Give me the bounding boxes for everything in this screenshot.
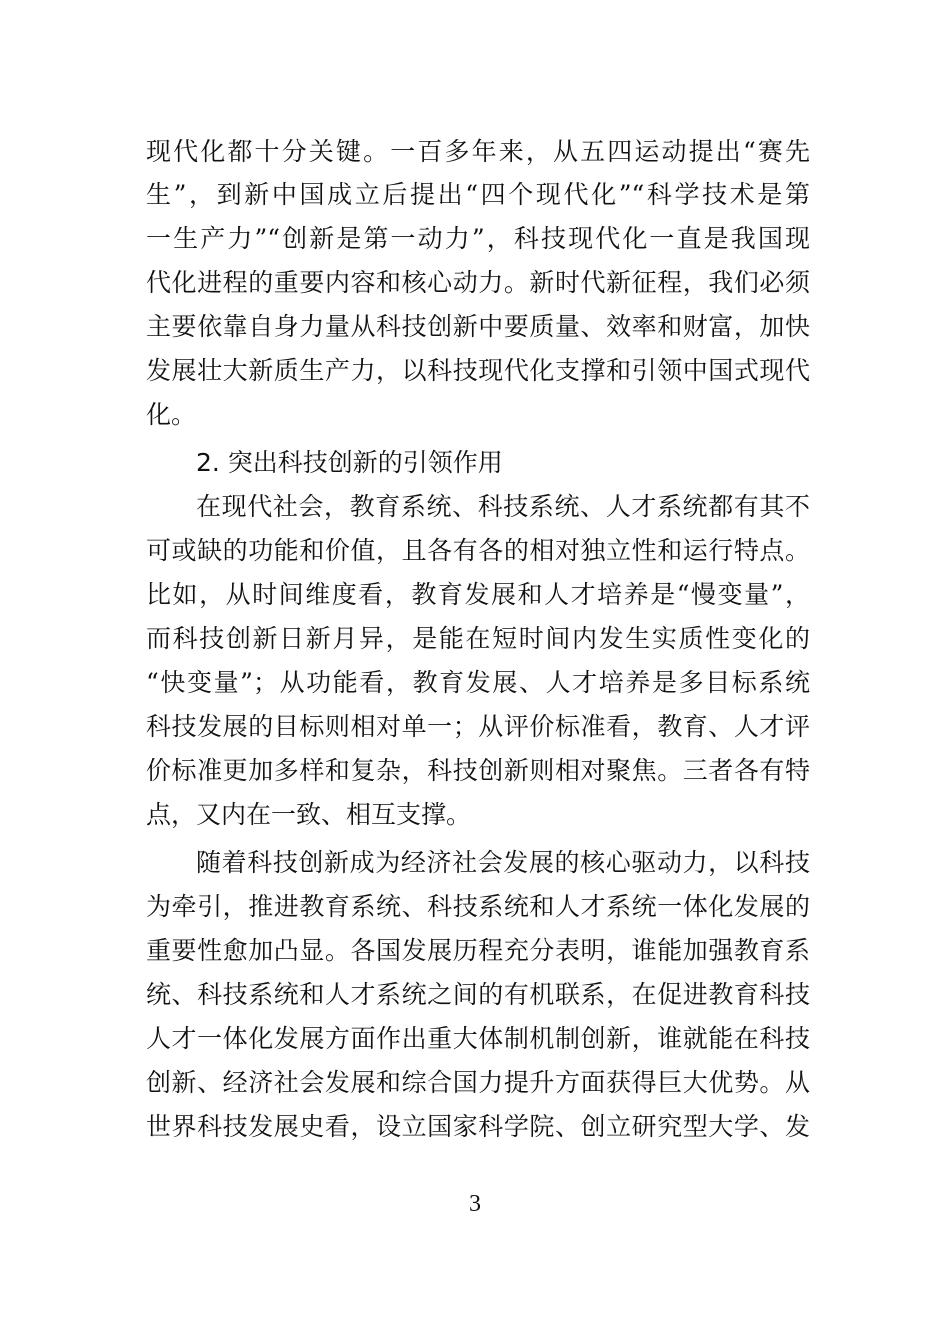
- paragraph-1-line-5: 主要依靠自身力量从科技创新中要质量、效率和财富，加快: [146, 312, 810, 341]
- paragraph-1-line-3: 一生产力”“创新是第一动力”，科技现代化一直是我国现: [146, 224, 810, 253]
- paragraph-3-line-3: 重要性愈加凸显。各国发展历程充分表明，谁能加强教育系: [146, 936, 810, 965]
- page-number: 3: [469, 1191, 481, 1217]
- section-heading: 2. 突出科技创新的引领作用: [196, 448, 503, 477]
- paragraph-3-line-1: 随着科技创新成为经济社会发展的核心驱动力，以科技: [196, 848, 810, 877]
- paragraph-1-line-6: 发展壮大新质生产力，以科技现代化支撑和引领中国式现代: [146, 356, 810, 385]
- paragraph-2-line-5: “快变量”；从功能看，教育发展、人才培养是多目标系统: [146, 668, 810, 697]
- paragraph-1-line-4: 代化进程的重要内容和核心动力。新时代新征程，我们必须: [146, 268, 810, 297]
- paragraph-2-line-8: 点，又内在一致、相互支撑。: [146, 800, 472, 829]
- paragraph-3-line-7: 世界科技发展史看，设立国家科学院、创立研究型大学、发: [146, 1112, 810, 1141]
- paragraph-3-line-4: 统、科技系统和人才系统之间的有机联系，在促进教育科技: [146, 980, 810, 1009]
- paragraph-3-line-6: 创新、经济社会发展和综合国力提升方面获得巨大优势。从: [146, 1068, 810, 1097]
- paragraph-1-line-1: 现代化都十分关键。一百多年来，从五四运动提出“赛先: [146, 137, 810, 166]
- paragraph-2-line-7: 价标准更加多样和复杂，科技创新则相对聚焦。三者各有特: [146, 756, 810, 785]
- paragraph-1-line-2: 生”，到新中国成立后提出“四个现代化”“科学技术是第: [146, 180, 810, 209]
- paragraph-2-line-2: 可或缺的功能和价值，且各有各的相对独立性和运行特点。: [146, 536, 810, 565]
- paragraph-2-line-3: 比如，从时间维度看，教育发展和人才培养是“慢变量”，: [146, 580, 810, 609]
- paragraph-1-line-7: 化。: [146, 400, 197, 429]
- paragraph-2-line-4: 而科技创新日新月异，是能在短时间内发生实质性变化的: [146, 624, 810, 653]
- paragraph-3-line-5: 人才一体化发展方面作出重大体制机制创新，谁就能在科技: [146, 1024, 810, 1053]
- paragraph-2-line-1: 在现代社会，教育系统、科技系统、人才系统都有其不: [196, 492, 810, 521]
- paragraph-3-line-2: 为牵引，推进教育系统、科技系统和人才系统一体化发展的: [146, 892, 810, 921]
- paragraph-2-line-6: 科技发展的目标则相对单一；从评价标准看，教育、人才评: [146, 712, 810, 741]
